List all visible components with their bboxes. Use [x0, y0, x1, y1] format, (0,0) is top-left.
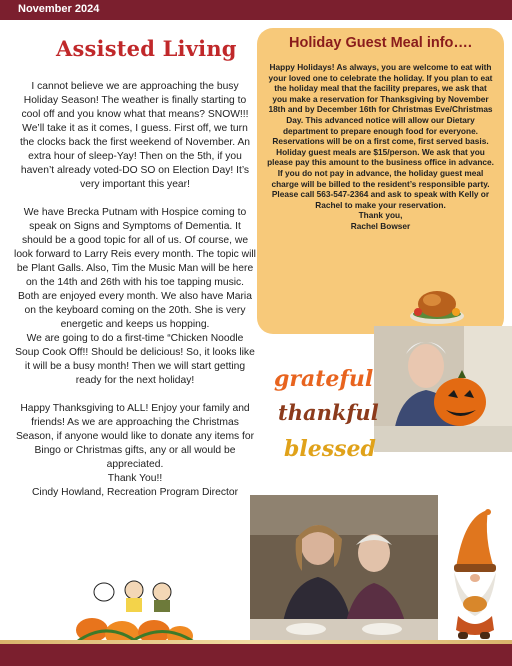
meal-paragraph-1: Happy Holidays! As always, you are welcome to eat with your loved one to celebrate the holiday. If you plan to eat the holiday meal that the facility prepares, we ask that you make a reservation for Thanksgiving by November 18th and by December 16th for Christmas Eve/Christmas Day. This advanced notice will allow our Dietary department to prepare enough food for everyone. — [268, 62, 493, 136]
meal-box-body — [267, 62, 494, 232]
resident-pumpkin-photo — [374, 326, 512, 452]
article-paragraph-4: Happy Thanksgiving to ALL! Enjoy your family and friends! As we are approaching the Christmas Season, if anyone would like to donate any items for Bingo or Christmas gifts, any or all would be appreciated. — [15, 403, 255, 470]
article-paragraph-2: We have Brecka Putnam with Hospice coming to speak on Signs and Symptoms of Dementia. It should be a good topic for all of us. Of course, we look forward to Larry Reis every month. The topic will be Plant Galls. Also, Tim the Music Man will be here on the 14th and 26th with his toe tapping music. Both are enjoyed every month. We also have Maria on the keyboard coming on the 20th. She is very energetic and keeps us hopping. — [14, 207, 256, 330]
footer-bar — [0, 644, 512, 666]
meal-paragraph-2: Reservations will be on a first come, first served basis. Holiday guest meals are $15/person. We ask that you please pay this amount to the business office in advance. If you do not pay in advance, the holiday guest meal charge will be billed to the resident’s responsible party. Please call 563-547-2364 and ask to speak with Kelly or Rachel to make your reservation. — [267, 136, 494, 210]
article-paragraph-1: I cannot believe we are approaching the busy Holiday Season! The weather is finally starting to cool off and you know what that means? SNOW!!! We’ll take it as it comes, I guess. First off, we turn the clocks back the first weekend of November. An extra hour of sleep-Yay! Then on the 5th, if you haven’t already voted-DO SO on Election Day! It’s very important this year! — [19, 81, 251, 190]
grateful-word: grateful — [274, 366, 374, 392]
meal-closing: Thank you, — [358, 210, 403, 221]
article-signature: Cindy Howland, Recreation Program Director — [31, 487, 239, 498]
article-thanks: Thank You!! — [107, 473, 163, 484]
residents-group-photo — [250, 495, 438, 645]
blessed-word: blessed — [284, 436, 376, 462]
roast-turkey-icon — [408, 278, 466, 326]
thankful-word: thankful — [278, 400, 379, 425]
issue-date: November 2024 — [18, 3, 100, 15]
header-bar — [0, 0, 512, 20]
footer-ribbon — [0, 640, 512, 644]
holiday-meal-box — [257, 28, 504, 334]
thanksgiving-gnome-icon — [444, 508, 504, 640]
section-title: Assisted Living — [56, 36, 237, 61]
meal-signature: Rachel Bowser — [350, 220, 411, 231]
assisted-living-article — [14, 80, 256, 500]
meal-box-title: Holiday Guest Meal info…. — [289, 35, 472, 51]
article-paragraph-3: We are going to do a first-time “Chicken Noodle Soup Cook Off!! Should be delicious! So, it looks like it will be a busy month! Then we will start getting ready for the next holiday! — [15, 333, 255, 386]
grateful-thankful-blessed-graphic — [266, 360, 379, 478]
